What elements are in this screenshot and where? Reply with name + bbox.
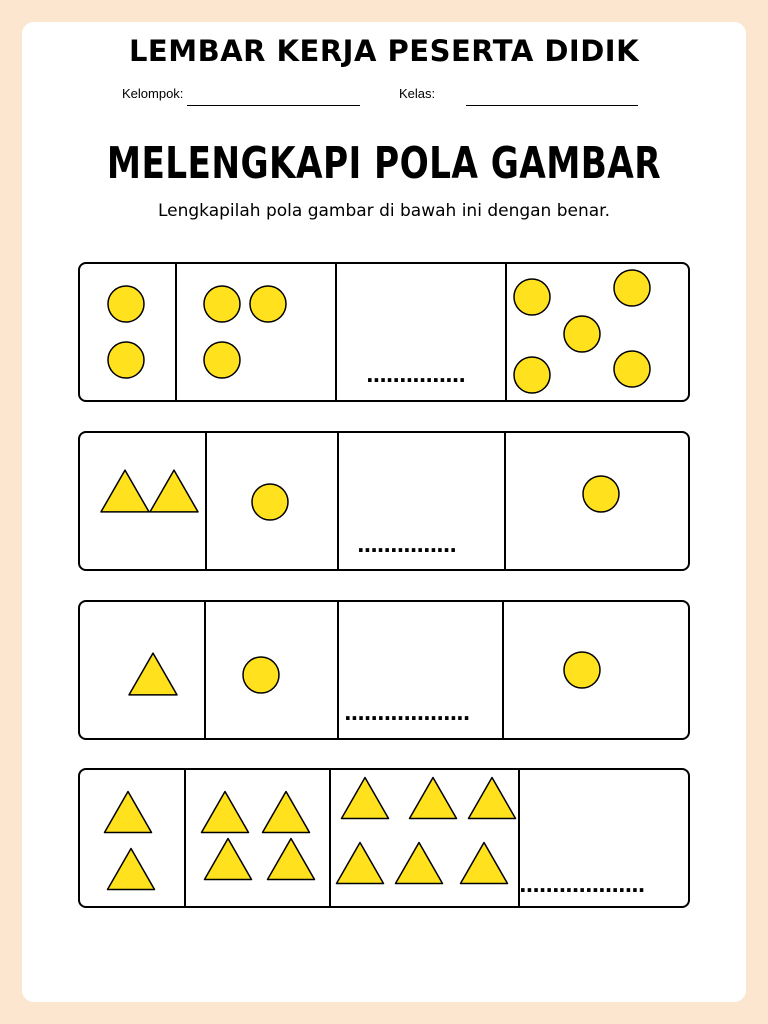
triangle-shape (396, 843, 443, 884)
circle-shape (614, 351, 650, 387)
triangle-shape (108, 849, 155, 890)
circle-shape (564, 316, 600, 352)
triangle-shape (205, 839, 252, 880)
circle-shape (250, 286, 286, 322)
answer-blank-row-1[interactable]: ............... (366, 363, 465, 387)
worksheet-heading: MELENGKAPI POLA GAMBAR (106, 138, 662, 189)
circle-shape (252, 484, 288, 520)
answer-blank-row-3[interactable]: ................... (344, 701, 470, 725)
triangle-shape (263, 792, 310, 833)
circle-shape (108, 342, 144, 378)
circle-shape (243, 657, 279, 693)
answer-blank-row-4[interactable]: ................... (519, 873, 645, 897)
kelompok-label: Kelompok: (122, 86, 184, 101)
circle-shape (614, 270, 650, 306)
circle-shape (204, 286, 240, 322)
circle-shape (583, 476, 619, 512)
circle-shape (108, 286, 144, 322)
triangle-shape (150, 470, 198, 512)
triangle-shape (410, 778, 457, 819)
triangle-shape (268, 839, 315, 880)
circle-shape (514, 357, 550, 393)
triangle-shape (129, 653, 177, 695)
triangle-shape (202, 792, 249, 833)
worksheet-title: LEMBAR KERJA PESERTA DIDIK (128, 34, 640, 68)
kelas-label: Kelas: (399, 86, 436, 101)
triangle-shape (342, 778, 389, 819)
triangle-shape (105, 792, 152, 833)
answer-blank-row-2[interactable]: ............... (357, 533, 456, 557)
triangle-shape (101, 470, 149, 512)
triangle-shape (461, 843, 508, 884)
triangle-shape (337, 843, 384, 884)
circle-shape (204, 342, 240, 378)
triangle-shape (469, 778, 516, 819)
worksheet-instruction: Lengkapilah pola gambar di bawah ini dengan benar. (157, 201, 611, 221)
circle-shape (514, 279, 550, 315)
circle-shape (564, 652, 600, 688)
